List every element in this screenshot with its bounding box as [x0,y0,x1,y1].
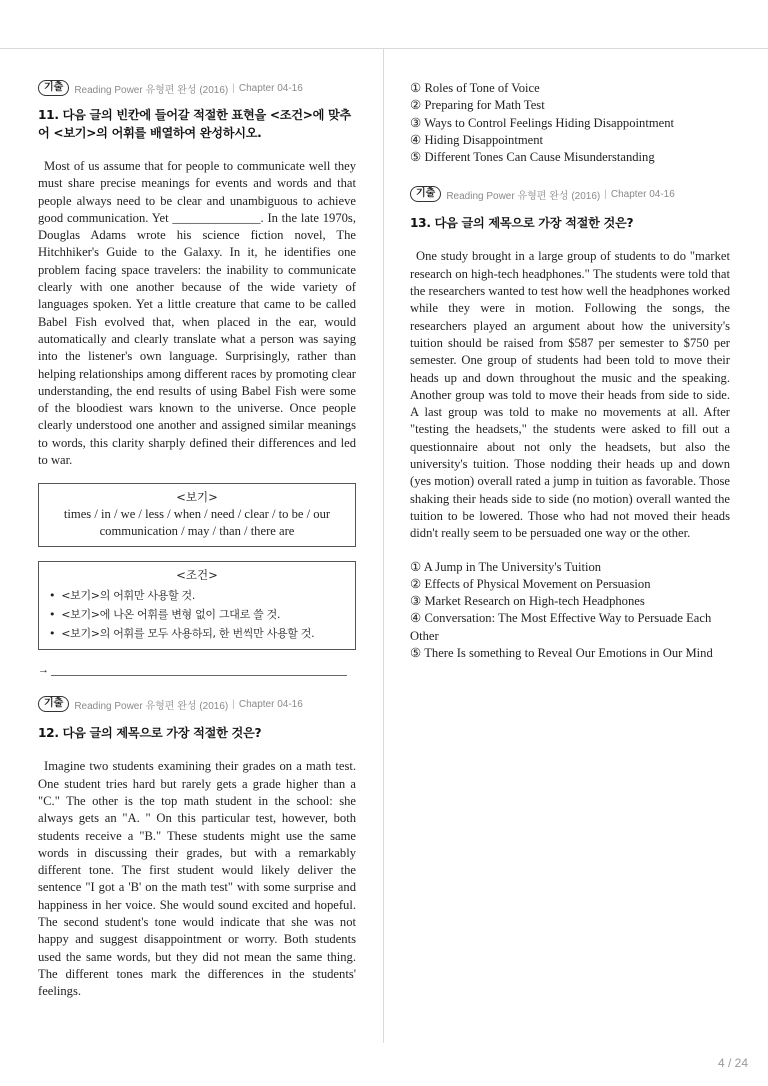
answer-line[interactable] [38,662,356,676]
passage: One study brought in a large group of students to do "market research on high-tech headphones." The students were told that the researchers wanted to test how well the headphones worked while they were in motion. Following the songs, the researchers played an argument about how the university's tuition should be raised from $587 per semester to $750 per semester. One group of students had been told to move their heads up and down throughout the music and the speaking. Another group was told to move their heads from side to side. A last group was told to make no movements at all. After "testing the headsets," the students were asked to fill out a questionnaire about not only the headsets, but also the university's tuition. Those nodding their heads up and down (yes motion) overall rated a jump in tuition as favorable. Those shaking their heads side to side (no motion) overall wanted the tuition to be lowered. Those who had not moved their heads didn't really seem to be persuaded one way or the other. [410,249,730,541]
source-book: Reading Power 유형편 완성 (2016) [74,700,229,712]
page-number: 4 / 24 [717,1056,748,1070]
option-5[interactable]: ⑤ There Is something to Reveal Our Emotions in Our Mind [410,646,713,661]
condition-item: • <보기>의 어휘만 사용할 것. [49,589,196,603]
bogi-words: times / in / we / less / when / need / clear / to be / our communication / may / than / there are [63,507,331,539]
bogi-title: <보기> [176,490,218,505]
tag-badge: 기출 [410,186,441,202]
answer-arrow: → [38,664,49,677]
question-11 [38,80,356,676]
left-column [38,80,356,1001]
option-3[interactable]: ③ Ways to Control Feelings Hiding Disappointment [410,115,675,130]
option-5[interactable]: ⑤ Different Tones Can Cause Misunderstanding [410,150,655,165]
separator: | [604,188,607,200]
question-12-options [410,80,730,166]
option-2[interactable]: ② Effects of Physical Movement on Persuasion [410,576,651,591]
condition-item: • <보기>의 어휘를 모두 사용하되, 한 번씩만 사용할 것. [49,627,315,641]
condition-box [38,561,356,650]
passage: Imagine two students examining their grades on a math test. One student tries hard but rarely gets a grade higher than a "C." The other is the top math student in the school: she always gets an "A. " On this particular test, however, both students receive a "B." These students might use the same words in discussing their grades, but with a remarkably different tone. The first student would likely deliver the sentence "I got a 'B' on the math test" with some surprise and happiness in her voice. She would sound excited and hopeful. The second student's tone would indicate that she was not happy and suggest disappointment or worry. Both students used the same words, but they did not mean the same thing. The different tones mark the differences in the students' feelings. [38,759,356,999]
question-title: 11. 다음 글의 빈칸에 들어갈 적절한 표현을 <조건>에 맞추어 <보기>의 어휘를 배열하여 완성하시오. [38,108,351,140]
option-4[interactable]: ④ Hiding Disappointment [410,132,544,147]
answer-blank[interactable] [51,675,347,676]
question-12 [38,696,356,1000]
source-book: Reading Power 유형편 완성 (2016) [74,84,229,96]
source-tagline [38,696,356,712]
source-tagline [38,80,356,96]
question-13 [410,186,730,662]
header-rule [0,48,768,49]
option-1[interactable]: ① A Jump in The University's Tuition [410,559,602,574]
separator: | [232,698,235,710]
passage: Most of us assume that for people to communicate well they must share precise meanings for events and words and that people always need to be clear and unambiguous to achieve good communication. Yet ______________. In the late 1970s, Douglas Adams wrote his science fiction novel, The Hitchhiker's Guide to the Galaxy. In it, he identifies one problem facing space travelers: the inability to communicate clearly with one another because of the wide variety of languages spoken. Yet a little creature that came to be called Babel Fish evolved that, when placed in the ear, would automatically and clearly translate what a person was saying into the listener's own language. Surprisingly, rather than helping relationships among different races by promoting clear understanding, the end results of using Babel Fish were some of the bloodiest wars known to the universe. Once people clearly understood one another and assigned similar meanings to words, this clarity sharply defined their differences and led to war. [38,159,356,468]
source-chapter: Chapter 04-16 [238,698,303,710]
source-chapter: Chapter 04-16 [238,82,303,94]
column-divider [383,48,384,1043]
question-title: 13. 다음 글의 제목으로 가장 적절한 것은? [410,216,634,231]
tag-badge: 기출 [38,696,69,712]
question-title: 12. 다음 글의 제목으로 가장 적절한 것은? [38,726,262,741]
separator: | [232,82,235,94]
tag-badge: 기출 [38,80,69,96]
condition-item: • <보기>에 나온 어휘를 변형 없이 그대로 쓸 것. [49,608,281,622]
source-tagline [410,186,730,202]
question-13-options [410,559,730,663]
source-chapter: Chapter 04-16 [610,188,675,200]
option-1[interactable]: ① Roles of Tone of Voice [410,81,540,95]
option-2[interactable]: ② Preparing for Math Test [410,98,545,113]
option-3[interactable]: ③ Market Research on High-tech Headphones [410,594,645,609]
condition-list [49,586,345,643]
right-column [410,80,730,662]
condition-title: <조건> [176,568,218,583]
option-4[interactable]: ④ Conversation: The Most Effective Way to Persuade Each Other [410,611,712,643]
source-book: Reading Power 유형편 완성 (2016) [446,190,601,202]
bogi-box [38,483,356,547]
